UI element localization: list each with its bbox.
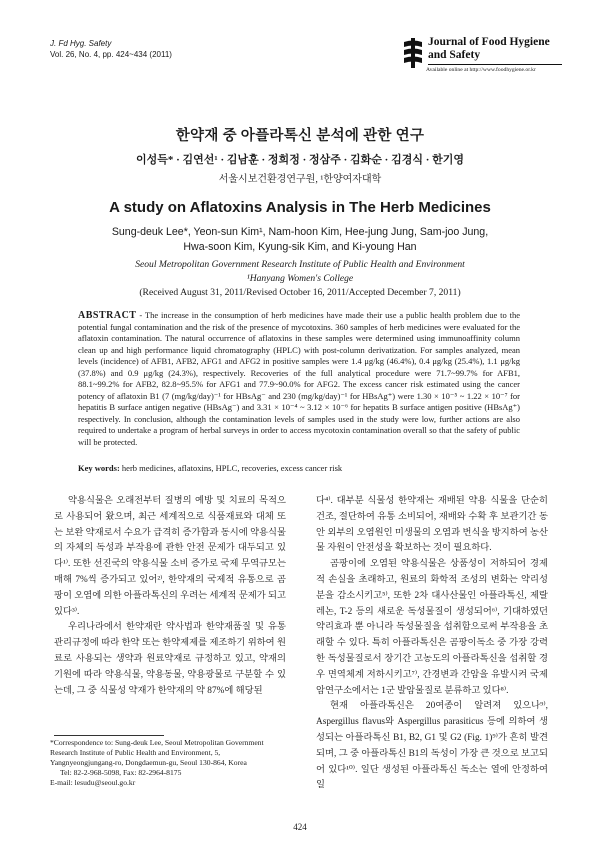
keywords-label: Key words: (78, 463, 120, 473)
affiliation-english-line1: Seoul Metropolitan Government Research Institute of Public Health and Environment (135, 259, 465, 270)
abstract-text: - The increase in the consumption of herb medicines have made their use a public health problem due to the potential fungal contamination and the risk of the presence of mycotoxins. 360 samples of herb medicines were evaluated for the aflatoxin contamination. The natural occurrence of aflatoxins in these samples were determined using immunoaffinity column clean up and high performance liquid chromatography (HPLC) with post-column derivatization. For samples analyzed, mean levels (incidence) of AFB1, AFB2, AFG1 and AFG2 in positive samples were 1.4 μg/kg (46.4%), 0.4 μg/kg (25.4%), 1.1 μg/kg (37.8%) and 0.9 μg/kg (24.3%), respectively. Recoveries of the full analytical procedure were 71.7~99.7% for AFB1, 88.1~99.2% for AFB2, 82.8~95.5% for AFG1 and 77.9~90.0% for AFG2. The excess cancer risk estimated using the cancer potency of aflatoxin B1 (7 (mg/kg/day)⁻¹ for HBsAg⁻ and 230 (mg/kg/day)⁻¹ for HBsAg⁺) were 1.30 × 10⁻⁵ ~ 1.22 × 10⁻⁷ for hepatitis B surface antigen negative (HBsAg⁻) and 3.31 × 10⁻⁴ ~ 3.12 × 10⁻⁶ for hepatits B surface antigen positive (HBsAg⁺) respectively. In conclusion, although the contamination levels of samples used in the study were low, further actions are also required to undertake a program of herbal surveys in order to access mycotoxin contamination overall so that the safety of public will be protected. (78, 310, 520, 447)
logo-rule (428, 64, 562, 65)
body-paragraph: 곰팡이에 오염된 약용식물은 상품성이 저하되어 경제적 손실을 초래하고, 원료의 화학적 조성의 변화는 약리성분을 감소시키고⁵⁾, 또한 2차 대사산물인 아플라톡신, 제랄레논, T-2 등의 새로운 독성물질이 생성되어⁶⁾, 기대하였던 약리효과 뿐 아니라 독성물질을 섭취함으로써 부작용을 초래할 수 있다. 특히 아플라톡신은 곰팡이독소 중 가장 강력한 독성물질로서 장기간 고농도의 아플라톡신을 섭취할 경우 면역체계 저하시키고⁷⁾, 간경변과 간암을 유발시켜 국제암연구소에서는 1군 발암물질로 분류하고 있다⁸⁾. (316, 559, 548, 696)
journal-volume: Vol. 26, No. 4, pp. 424~434 (2011) (50, 50, 172, 59)
footnote-phone: Tel: 82-2-968-5098, Fax: 82-2964-8175 (60, 768, 182, 777)
authors-korean: 이성득* · 김연선¹ · 김남훈 · 정희정 · 정삼주 · 김화순 · 김경식 · 한기영 (136, 154, 464, 166)
body-column-right (316, 494, 548, 794)
abstract (78, 310, 520, 448)
affiliation-korean: 서울시보건환경연구원, ¹한양여자대학 (218, 174, 382, 185)
title-english: A study on Aflatoxins Analysis in The Herb Medicines (109, 199, 491, 216)
title-korean: 한약재 중 아플라톡신 분석에 관한 연구 (175, 128, 425, 144)
page-number: 424 (293, 822, 307, 832)
footnote-rule (54, 735, 164, 736)
body-paragraph: 다⁴⁾. 대부분 식물성 한약재는 재배된 약용 식물을 단순히 건조, 절단하여 유통 소비되어, 재배와 수확 후 보관기간 동안 외부의 오염원인 미생물의 오염과 번식을 방지하여 농산물 자원이 안전성을 확보하는 것이 필요하다. (316, 496, 548, 554)
journal-name: J. Fd Hyg. Safety (50, 39, 112, 48)
authors-english-line1: Sung-deuk Lee*, Yeon-sun Kim¹, Nam-hoon Kim, Hee-jung Jung, Sam-joo Jung, (111, 226, 489, 238)
logo-title (428, 36, 550, 62)
logo-url: Available online at http://www.foodhygiene.or.kr (426, 67, 536, 73)
body-paragraph: 현재 아플라톡신은 20여종이 알려져 있으나⁹⁾, Aspergillus flavus와 Aspergillus parasiticus 등에 의하여 생성되는 아플라톡신 B1, B2, G1 및 G2 (Fig. 1)⁹⁾가 흔히 발견되며, 그 중 아플라톡신 B1의 독성이 가장 큰 것으로 보고되어 있다¹⁰⁾. 일단 생성된 아플라톡신 독소는 열에 안정하여 일 (316, 701, 548, 791)
keywords-text: herb medicines, aflatoxins, HPLC, recoveries, excess cancer risk (121, 463, 343, 473)
body-paragraph: 우리나라에서 한약재란 약사법과 한약재품질 및 유통관리규정에 따라 한약 또는 한약제제를 제조하기 위하여 원료로 사용되는 생약과 원료약재로 규정하고 있고, 약재의 기원에 따라 약용식물, 약용동물, 약용광물로 구분할 수 있는데, 그 중 식물성 약재가 한약재의 약 87%에 해당된 (54, 622, 286, 696)
footnote-address: *Correspondence to: Sung-deuk Lee, Seoul Metropolitan Government Research Institute of Public Health and Environment, 5, Yangnyeongjungang-ro, Dongdaemun-gu, Seoul 130-864, Korea (50, 738, 264, 767)
authors-english-line2: Hwa-soon Kim, Kyung-sik Kim, and Ki-young Han (183, 241, 417, 253)
logo-title-line2: and Safety (428, 49, 481, 61)
keywords (78, 463, 520, 473)
journal-logo-icon (402, 38, 424, 68)
body-column-left (54, 494, 286, 699)
journal-reference (50, 38, 172, 60)
received-dates: (Received August 31, 2011/Revised October 16, 2011/Accepted December 7, 2011) (139, 287, 461, 298)
correspondence-footnote (50, 738, 286, 788)
body-paragraph: 약용식물은 오래전부터 질병의 예방 및 치료의 목적으로 사용되어 왔으며, 최근 세계적으로 식품재료와 대체 또는 보완 약재로서 수요가 급격히 증가함과 동시에 약용식물의 자체의 독성과 부작용에 관한 안전 문제가 대두되고 있다¹⁾. 또한 선진국의 약용식물 소비 증가로 국제 무역규모는 매해 7%씩 증가되고 있어²⁾, 한약재의 국제적 유통으로 곰팡이 오염에 의한 아플라톡신의 우려는 세계적 문제가 되고 있다³⁾. (54, 496, 286, 617)
logo-title-line1: Journal of Food Hygiene (428, 36, 550, 48)
affiliation-english-line2: ¹Hanyang Women's College (246, 273, 354, 284)
journal-logo (402, 34, 562, 94)
footnote-email: E-mail: lesudu@seoul.go.kr (50, 778, 136, 787)
abstract-label: ABSTRACT (78, 310, 137, 321)
